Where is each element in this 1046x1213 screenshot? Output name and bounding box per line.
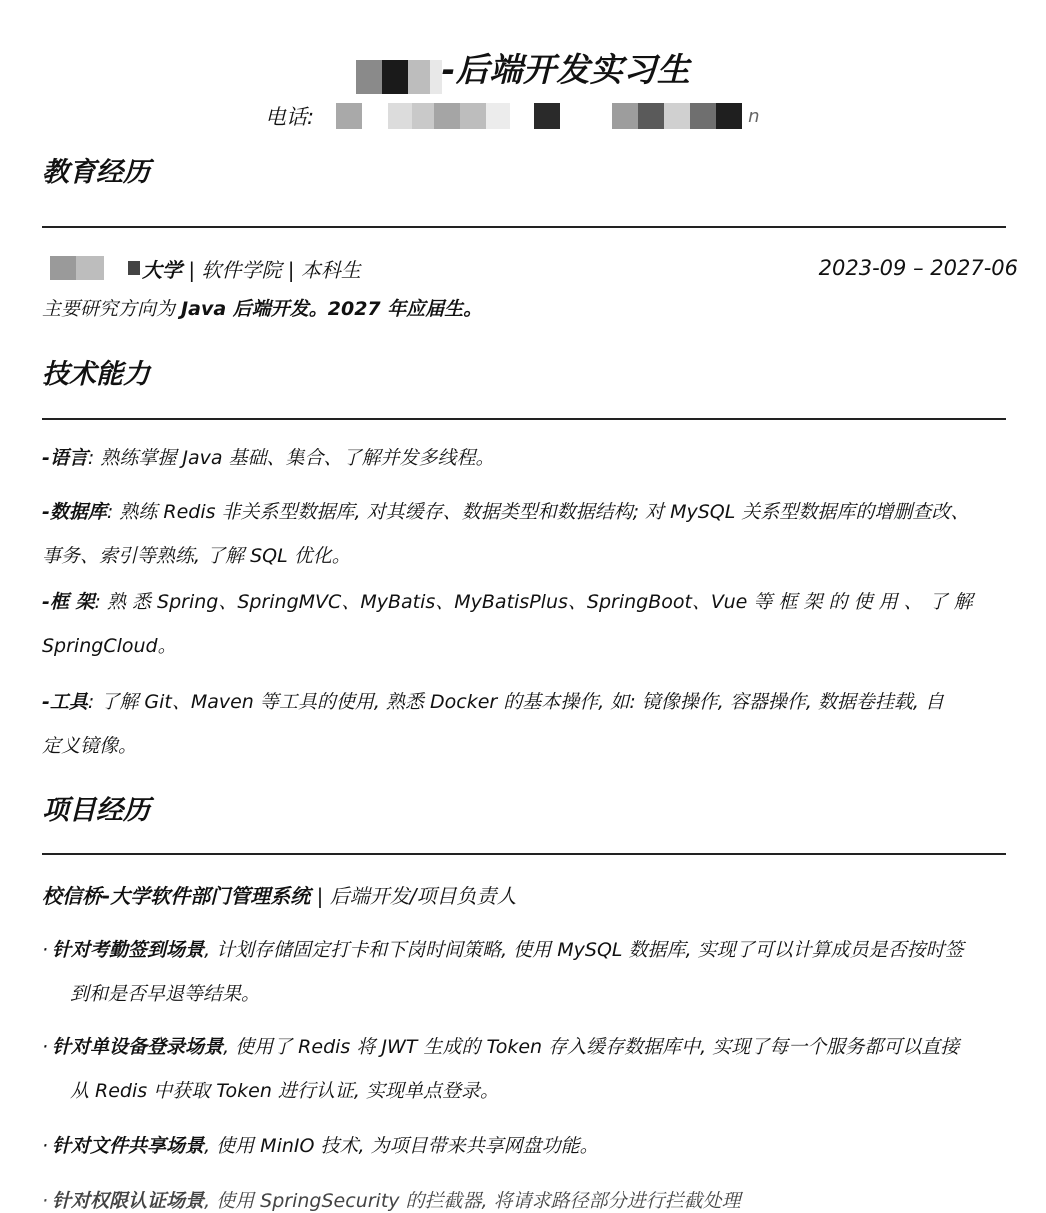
bullet-dot: · (42, 1190, 49, 1212)
education-desc-prefix: 主要研究方向为 (42, 298, 182, 320)
phone-tail: n (748, 105, 760, 127)
contact-row (265, 100, 760, 132)
skill-item-tools (42, 680, 1018, 768)
project-bullet (42, 1124, 1018, 1168)
skill-label: -框 架 (42, 591, 95, 613)
education-desc-bold: Java 后端开发。2027 年应届生。 (181, 298, 483, 320)
skill-text: : 熟 悉 Spring、SpringMVC、MyBatis、MyBatisPlus、SpringBoot、Vue 等 框 架 的 使 用 、 了 解 (94, 591, 973, 613)
skill-text-continued: 事务、索引等熟练, 了解 SQL 优化。 (42, 545, 351, 567)
phone-label: 电话: (265, 105, 315, 129)
bullet-bold: 针对单设备登录场景 (52, 1036, 224, 1058)
skill-item-framework (42, 580, 1018, 668)
projects-heading: 项目经历 (42, 795, 150, 826)
project-bullet-cut-off (42, 1186, 741, 1213)
separator: | (182, 257, 202, 282)
bullet-dot: · (42, 1135, 49, 1157)
degree: 本科生 (300, 257, 361, 282)
education-entry (50, 252, 1018, 284)
education-description (42, 294, 482, 321)
skill-label: -数据库 (42, 501, 107, 523)
skill-text: : 了解 Git、Maven 等工具的使用, 熟悉 Docker 的基本操作, 如: 镜像操作, 容器操作, 数据卷挂载, 自 (87, 691, 944, 713)
skills-divider (42, 418, 1006, 420)
skill-item-database (42, 490, 1018, 578)
education-text (142, 254, 361, 283)
bullet-text-continued: 到和是否早退等结果。 (70, 983, 261, 1005)
bullet-text: , 使用 SpringSecurity 的拦截器, 将请求路径部分进行拦截处理 (204, 1190, 741, 1212)
skill-label: -工具 (42, 691, 88, 713)
bullet-dot: · (42, 939, 49, 961)
bullet-text: , 计划存储固定打卡和下岗时间策略, 使用 MySQL 数据库, 实现了可以计算成员是否按时签 (204, 939, 964, 961)
project-bullet (42, 928, 1018, 1016)
education-heading: 教育经历 (42, 157, 150, 188)
bullet-text-continued: 从 Redis 中获取 Token 进行认证, 实现单点登录。 (70, 1080, 499, 1102)
school-name: 大学 (142, 257, 182, 282)
education-dates: 2023-09 – 2027-06 (818, 256, 1018, 280)
bullet-text: , 使用了 Redis 将 JWT 生成的 Token 存入缓存数据库中, 实现了每一个服务都可以直接 (223, 1036, 960, 1058)
bullet-bold: 针对文件共享场景 (52, 1135, 205, 1157)
redacted-name-part (430, 60, 442, 94)
skill-text: : 熟练 Redis 非关系型数据库, 对其缓存、数据类型和数据结构; 对 MySQL 关系型数据库的增删查改、 (106, 501, 970, 523)
redacted-phone (336, 103, 742, 129)
resume-header (0, 44, 1046, 94)
redacted-name-part (382, 60, 408, 94)
project-role: | 后端开发/项目负责人 (310, 884, 517, 908)
project-name: 校信桥-大学软件部门管理系统 (42, 884, 311, 908)
bullet-dot: · (42, 1036, 49, 1058)
redacted-name-part (408, 60, 430, 94)
project-bullet (42, 1025, 1018, 1113)
separator: | (281, 257, 301, 282)
skill-text: : 熟练掌握 Java 基础、集合、了解并发多线程。 (87, 447, 495, 469)
skill-text-continued: 定义镜像。 (42, 735, 138, 757)
college-name: 软件学院 (201, 257, 282, 282)
resume-title: -后端开发实习生 (441, 50, 691, 89)
skill-label: -语言 (42, 447, 88, 469)
bullet-text: , 使用 MinIO 技术, 为项目带来共享网盘功能。 (204, 1135, 599, 1157)
skill-item-language (42, 436, 1018, 480)
projects-divider (42, 853, 1006, 855)
skills-heading: 技术能力 (42, 359, 150, 390)
redacted-name (356, 60, 382, 94)
redacted-school (50, 256, 140, 280)
project-title (42, 880, 517, 909)
bullet-bold: 针对考勤签到场景 (52, 939, 205, 961)
skill-text-continued: SpringCloud。 (42, 635, 177, 657)
bullet-bold: 针对权限认证场景 (52, 1190, 205, 1212)
education-divider (42, 226, 1006, 228)
